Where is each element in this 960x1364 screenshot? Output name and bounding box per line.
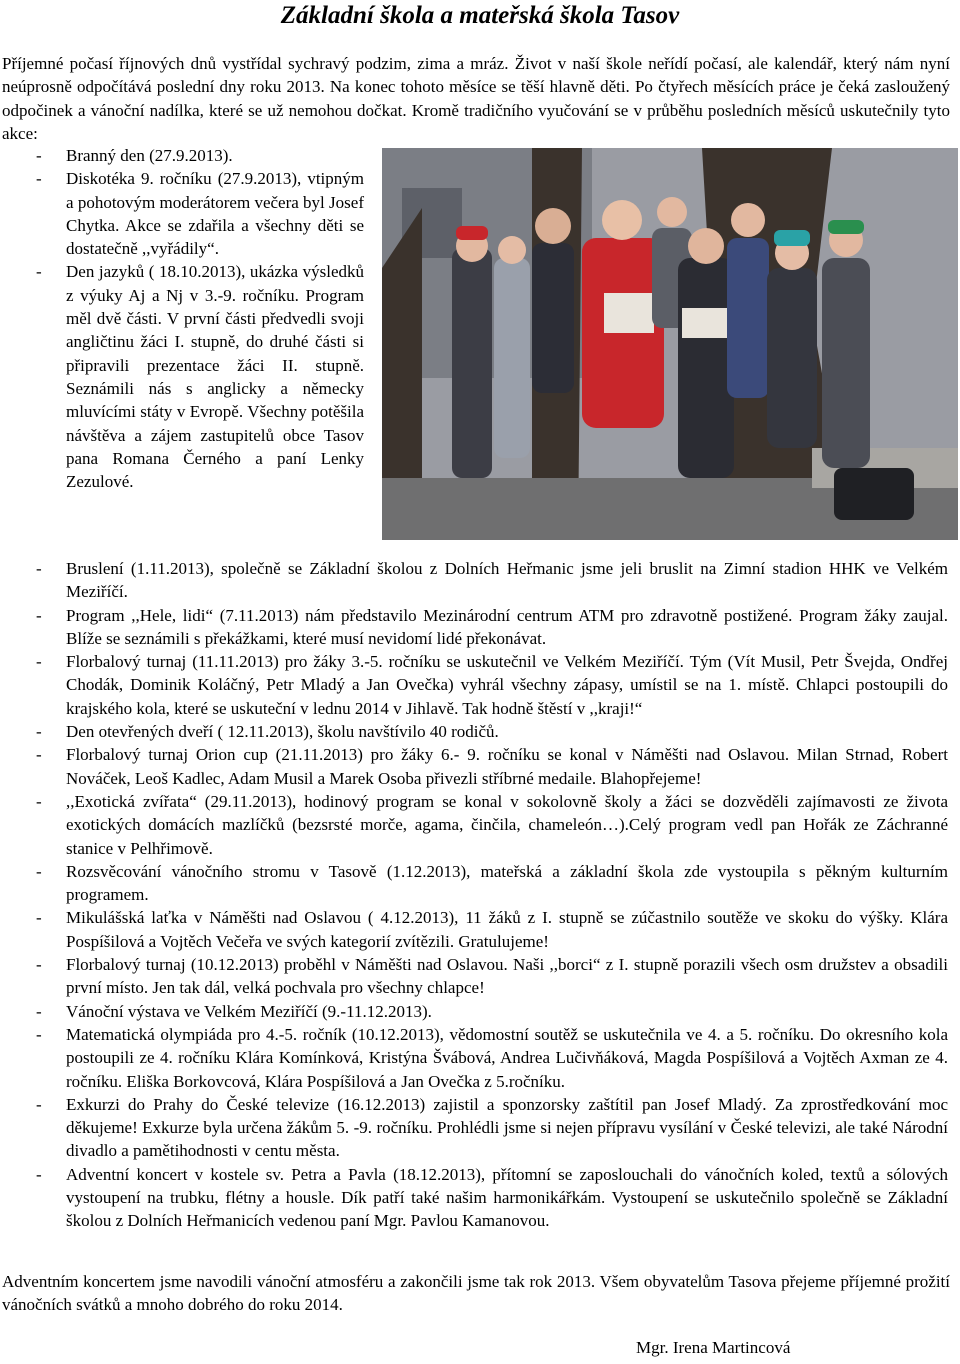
list-item: - Florbalový turnaj Orion cup (21.11.2013) pro žáky 6.- 9. ročníku se konal v Náměšti nad Oslavou. Milan Strnad, Robert Nováček, Leoš Kadlec, Adam Musil a Marek Osoba přivezli stříbrné medaile. Blahopřejeme! (2, 743, 948, 790)
child-head (731, 203, 765, 237)
list-item: - ,,Exotická zvířata“ (29.11.2013), hodinový program se konal v sokolovně školy a žáci se dozvěděli zajímavosti ze života exotických domácích mazlíčků (bezsrsté morče, agama, činčila, chameleón…).Celý program vedl pan Hořák ze Záchranné stanice v Pelhřimově. (2, 790, 948, 860)
list-item: - Diskotéka 9. ročníku (27.9.2013), vtipným a pohotovým moderátorem večera byl Josef Chytka. Akce se zdařila a všechny děti se dostatečně ,,vyřádily“. (2, 167, 364, 260)
photo-sign (682, 308, 734, 338)
document-title: Základní škola a mateřská škola Tasov (280, 2, 680, 29)
child-figure (822, 258, 870, 468)
child-figure (767, 268, 817, 448)
child-head (688, 228, 724, 264)
child-figure (532, 243, 574, 393)
list-item: - Rozsvěcování vánočního stromu v Tasově (1.12.2013), mateřská a základní škola zde vystoupila s pěkným kulturním programem. (2, 860, 948, 907)
child-head (498, 236, 526, 264)
list-item: - Branný den (27.9.2013). (2, 144, 364, 167)
child-head (602, 200, 642, 240)
list-item: - Exkurzi do Prahy do České televize (16.12.2013) zajistil a sponzorsky zaštítil pan Josef Mladý. Za zprostředkování moc děkujeme! Exkurze byla určena žákům 5. -9. ročníku. Prohlédli jsme si nejen přípravu vysílání v České televizi, ale také Národní divadlo a pamětihodnosti v centu města. (2, 1093, 948, 1163)
child-figure (678, 258, 734, 478)
child-head (657, 197, 687, 227)
list-item: - Adventní koncert v kostele sv. Petra a Pavla (18.12.2013), přítomní se zaposlouchali do vánočních koled, textů a sólových vystoupení na trubku, flétny a housle. Dík patří také našim harmonikářkám. Vystoupení se uskutečnilo společně se Základní školou z Dolních Heřmanicích vedenou paní Mgr. Pavlou Kamanovou. (2, 1163, 948, 1233)
child-hat (828, 220, 864, 234)
list-item: - Florbalový turnaj (11.11.2013) pro žáky 3.-5. ročníku se uskutečnil ve Velkém Meziříčí. Tým (Vít Musil, Petr Švejda, Ondřej Chodák, Dominik Koláčný, Petr Mladý a Jan Ovečka) vyhrál všechny zápasy, umístil se na 1. místě. Chlapci postoupili do krajského kola, které se uskuteční v lednu 2014 v Jihlavě. Tak hodně štěstí v ,,kraji!“ (2, 650, 948, 720)
child-figure (727, 238, 769, 398)
list-item: - Vánoční výstava ve Velkém Meziříčí (9.-11.12.2013). (2, 1000, 948, 1023)
photo-bag (834, 468, 914, 520)
photo-illustration (382, 148, 958, 540)
school-children-photo (382, 148, 958, 540)
list-item: - Florbalový turnaj (10.12.2013) proběhl v Náměšti nad Oslavou. Naši ,,borci“ z I. stupně porazili všech osm družstev a obsadili první místo. Jen tak dál, velká pochvala pro všechny chlapce! (2, 953, 948, 1000)
signature: Mgr. Irena Martincová (636, 1338, 791, 1357)
list-item: - Den jazyků ( 18.10.2013), ukázka výsledků z výuky Aj a Nj v 3.-9. ročníku. Program měl dvě části. V první části předvedli svoji angličtinu žáci I. stupně, do druhé části si připravili prezentace žáci II. stupně. Seznámili nás s anglicky a německy mluvícími státy v Evropě. Všechny potěšila návštěva a zájem zastupitelů obce Tasov pana Romana Černého a paní Lenky Zezulové. (2, 260, 364, 493)
intro-paragraph: Příjemné počasí říjnových dnů vystřídal sychravý podzim, zima a mráz. Život v naší škole neřídí počasí, ale kalendář, který nám nyní neúprosně odpočítává poslední dny roku 2013. Na konec tohoto měsíce se těší hlavně děti. Po čtyřech měsících práce je čeká zasloužený odpočinek a vánoční nadílka, které se už nemohou dočkat. Kromě tradičního vyučování se v průběhu posledních měsíců uskutečnily tyto akce: (2, 54, 950, 143)
child-figure (452, 248, 492, 478)
list-item: - Den otevřených dveří ( 12.11.2013), školu navštívilo 40 rodičů. (2, 720, 948, 743)
photo-sign (604, 293, 654, 333)
list-item: - Program ,,Hele, lidi“ (7.11.2013) nám představilo Mezinárodní centrum ATM pro zdravotně postižené. Program žáky zaujal. Blíže se seznámili s překážkami, které musí nevidomí lidé překonávat. (2, 604, 948, 651)
closing-paragraph: Adventním koncertem jsme navodili vánoční atmosféru a zakončili jsme tak rok 2013. Všem obyvatelům Tasova přejeme příjemné prožití vánočních svátků a mnoho dobrého do roku 2014. (2, 1272, 950, 1315)
events-list (2, 557, 948, 1233)
events-list-beside-photo (2, 144, 364, 493)
list-item: - Matematická olympiáda pro 4.-5. ročník (10.12.2013), vědomostní soutěž se uskutečnila ve 4. a 5. ročníku. Do okresního kola postoupili ze 4. ročníku Klára Komínková, Kristýna Švábová, Andrea Lučivňáková, Magda Pospíšilová a Vojtěch Axman ze 4. ročníku. Eliška Borkovcová, Klára Pospíšilová a Jan Ovečka z 5.ročníku. (2, 1023, 948, 1093)
list-item: - Bruslení (1.11.2013), společně se Základní školou z Dolních Heřmanic jsme jeli bruslit na Zimní stadion HHK ve Velkém Meziříčí. (2, 557, 948, 604)
child-hat (774, 230, 810, 246)
child-figure (494, 258, 530, 458)
child-head (535, 208, 571, 244)
list-item: - Mikulášská laťka v Náměšti nad Oslavou ( 4.12.2013), 11 žáků z I. stupně se zúčastnilo soutěže ve skoku do výšky. Klára Pospíšilová a Vojtěch Večeřa ve svých kategorií zvítězili. Gratulujeme! (2, 906, 948, 953)
child-hat (456, 226, 488, 240)
